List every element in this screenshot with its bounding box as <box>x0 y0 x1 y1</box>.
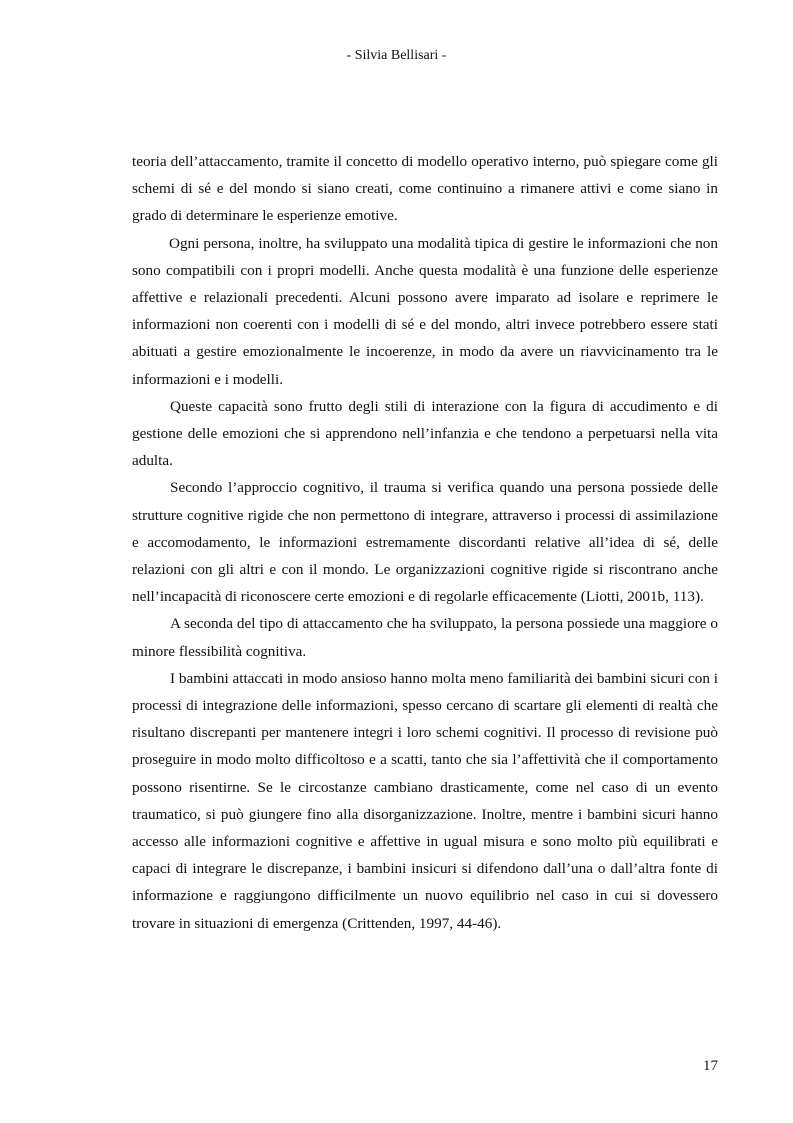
paragraph-cognitive-approach: Secondo l’approccio cognitivo, il trauma si verifica quando una persona possiede delle strutture cognitive rigide che non permettono di integrare, attraverso i processi di assimilazione e accomodamento, le informazioni estremamente discordanti relative all’idea di sé, delle relazioni con gli altri e con il mondo. Le organizzazioni cognitive rigide si riscontrano anche nell’incapacità di riconoscere certe emozioni e di regolarle efficacemente (Liotti, 2001b, 113). <box>132 479 718 606</box>
running-header: - Silvia Bellisari - <box>346 48 447 63</box>
paragraph-interaction-styles: Queste capacità sono frutto degli stili di interazione con la figura di accudimento e di gestione delle emozioni che si apprendono nell’infanzia e che tendono a perpetuarsi nella vita adulta. <box>132 397 718 470</box>
paragraph-anxious-children: I bambini attaccati in modo ansioso hanno molta meno familiarità dei bambini sicuri con i processi di integrazione delle informazioni, spesso cercano di scartare gli elementi di realtà che risultano discrepanti per mantenere integri i loro schemi cognitivi. Il processo di revisione può proseguire in modo molto difficoltoso e a scatti, tanto che sia l’affettività che il comportamento possono risentirne. Se le circostanze cambiano drasticamente, come nel caso di un evento traumatico, si può giungere fino alla disorganizzazione. Inoltre, mentre i bambini sicuri hanno accesso alle informazioni cognitive e affettive in ugual misura e sono molto più equilibrati e capaci di integrare le discrepanze, i bambini insicuri si difendono dall’una o dall’altra fonte di informazione e raggiungono difficilmente un nuovo equilibrio nel caso in cui si dovessero trovare in situazioni di emergenza (Crittenden, 1997, 44-46). <box>132 669 718 932</box>
paragraph-cognitive-flexibility: A seconda del tipo di attaccamento che ha sviluppato, la persona possiede una maggiore o minore flessibilità cognitiva. <box>132 615 718 660</box>
paragraph-continuation: teoria dell’attaccamento, tramite il concetto di modello operativo interno, può spiegare come gli schemi di sé e del mondo si siano creati, come continuino a rimanere attivi e come siano in grado di determinare le esperienze emotive. <box>132 153 718 225</box>
page-number: 17 <box>703 1058 718 1074</box>
paragraph-information-management: Ogni persona, inoltre, ha sviluppato una modalità tipica di gestire le informazioni che non sono compatibili con i propri modelli. Anche questa modalità è una funzione delle esperienze affettive e relazionali precedenti. Alcuni possono avere imparato ad isolare e reprimere le informazioni non coerenti con i modelli di sé e del mondo, altri invece potrebbero essere stati abituati a gestire emozionalmente le incoerenze, in modo da avere un riavvicinamento tra le informazioni e i modelli. <box>132 234 718 388</box>
body-text <box>132 148 718 937</box>
